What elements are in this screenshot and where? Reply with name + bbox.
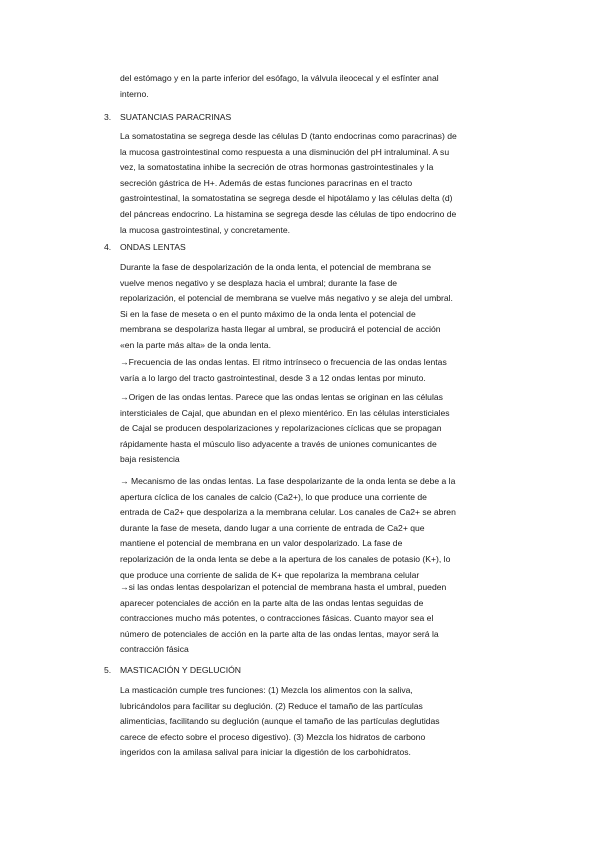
- text-line: →si las ondas lentas despolarizan el potencial de membrana hasta el umbral, pueden: [120, 582, 447, 592]
- intro-paragraph: [120, 71, 516, 102]
- text-line: → Mecanismo de las ondas lentas. La fase despolarizante de la onda lenta se debe a la: [120, 476, 456, 486]
- paragraph: [120, 390, 516, 468]
- text-line: membrana se despolariza hasta llegar al umbral, se producirá el potencial de acción: [120, 324, 441, 335]
- text-line: contracción fásica: [120, 644, 189, 655]
- section-heading: [104, 663, 241, 677]
- section-title: SUATANCIAS PARACRINAS: [120, 112, 232, 122]
- text-line: entrada de Ca2+ que despolariza a la membrana celular. Los canales de Ca2+ se abren: [120, 507, 456, 518]
- paragraph: [120, 474, 516, 583]
- text-line: contracciones mucho más potentes, o contracciones fásicas. Cuanto mayor sea el: [120, 613, 434, 624]
- text-line: del páncreas endocrino. La histamina se segrega desde las células de tipo endocrino de: [120, 208, 457, 219]
- text-line: intersticiales de Cajal, que abundan en el plexo mientérico. En las células intersticiales: [120, 407, 450, 418]
- section-heading: [104, 240, 186, 254]
- text-line: Durante la fase de despolarización de la onda lenta, el potencial de membrana se: [120, 262, 432, 272]
- text-line: alimenticias, facilitando su deglución (aunque el tamaño de las partículas deglutidas: [120, 716, 440, 727]
- text-line: baja resistencia: [120, 454, 180, 465]
- paragraph: [120, 580, 516, 658]
- text-line: aparecer potenciales de acción en la parte alta de las ondas lentas seguidas de: [120, 597, 424, 608]
- text-line: mantiene el potencial de membrana en un valor despolarizado. La fase de: [120, 538, 403, 549]
- text-line: Si en la fase de meseta o en el punto máximo de la onda lenta el potencial de: [120, 308, 416, 319]
- paragraph: [120, 683, 516, 761]
- text-line: La somatostatina se segrega desde las células D (tanto endocrinas como paracrinas) de: [120, 131, 457, 141]
- text-line: →Origen de las ondas lentas. Parece que las ondas lentas se originan en las células: [120, 392, 443, 402]
- section-heading: [104, 110, 231, 124]
- section-title: MASTICACIÓN Y DEGLUCIÓN: [120, 665, 241, 675]
- text-line: varía a lo largo del tracto gastrointestinal, desde 3 a 12 ondas lentas por minuto.: [120, 372, 426, 383]
- text-line: que produce una corriente de salida de K+ que repolariza la membrana celular: [120, 569, 420, 580]
- text-line: del estómago y en la parte inferior del esófago, la válvula ileocecal y el esfínter anal: [120, 73, 439, 83]
- text-line: vez, la somatostatina inhibe la secreción de otras hormonas gastrointestinales y la: [120, 162, 434, 173]
- section-title: ONDAS LENTAS: [120, 242, 186, 252]
- section-number: 5.: [104, 665, 112, 675]
- text-line: secreción gástrica de H+. Además de estas funciones paracrinas en el tracto: [120, 177, 413, 188]
- section-number: 4.: [104, 242, 112, 252]
- paragraph: [120, 260, 516, 354]
- text-line: carece de efecto sobre el proceso digestivo). (3) Mezcla los hidratos de carbono: [120, 731, 426, 742]
- text-line: número de potenciales de acción en la parte alta de las ondas lentas, mayor será la: [120, 628, 439, 639]
- text-line: lubricándolos para facilitar su deglución. (2) Reduce el tamaño de las partículas: [120, 700, 423, 711]
- text-line: La masticación cumple tres funciones: (1) Mezcla los alimentos con la saliva,: [120, 685, 413, 695]
- text-line: gastrointestinal, la somatostatina se segrega desde el hipotálamo y las células delta (d): [120, 193, 453, 204]
- text-line: durante la fase de meseta, dando lugar a una corriente de entrada de Ca2+ que: [120, 522, 425, 533]
- section-number: 3.: [104, 112, 112, 122]
- text-line: la mucosa gastrointestinal como respuesta a una disminución del pH intraluminal. A su: [120, 146, 450, 157]
- paragraph: [120, 355, 516, 386]
- text-line: repolarización, el potencial de membrana se vuelve más negativo y se aleja del umbral.: [120, 293, 453, 304]
- text-line: vuelve menos negativo y se desplaza hacia el umbral; durante la fase de: [120, 277, 398, 288]
- text-line: de Cajal se producen despolarizaciones y repolarizaciones cíclicas que se propagan: [120, 423, 442, 434]
- text-line: interno.: [120, 88, 149, 99]
- text-line: rápidamente hasta el músculo liso adyacente a través de uniones comunicantes de: [120, 438, 437, 449]
- text-line: la mucosa gastrointestinal, y concretamente.: [120, 224, 291, 235]
- text-line: apertura cíclica de los canales de calcio (Ca2+), lo que produce una corriente de: [120, 491, 427, 502]
- text-line: «en la parte más alta» de la onda lenta.: [120, 339, 271, 350]
- paragraph: [120, 129, 516, 238]
- text-line: →Frecuencia de las ondas lentas. El ritmo intrínseco o frecuencia de las ondas lentas: [120, 357, 447, 367]
- text-line: ingeridos con la amilasa salival para iniciar la digestión de los carbohidratos.: [120, 747, 411, 758]
- text-line: repolarización de la onda lenta se debe a la apertura de los canales de potasio (K+), lo: [120, 553, 451, 564]
